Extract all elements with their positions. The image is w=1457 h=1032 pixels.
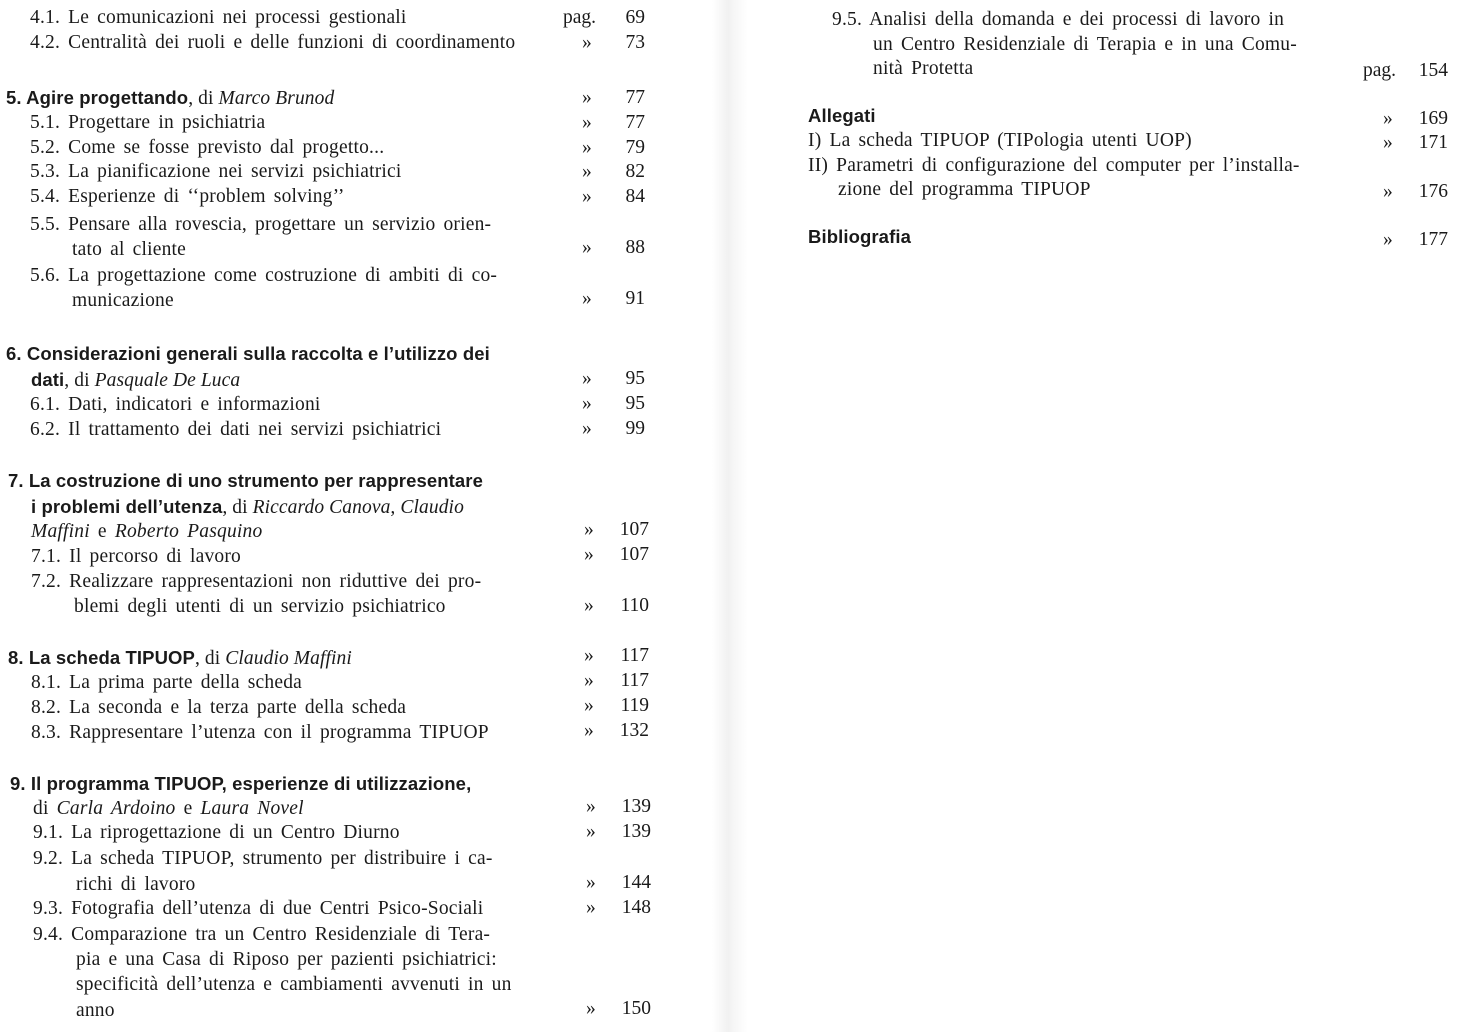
chapter-separator: , di bbox=[64, 370, 95, 391]
ditto-mark: » bbox=[582, 87, 592, 108]
page-number: 77 bbox=[625, 112, 645, 133]
chapter-6-heading: 6. Considerazioni generali sulla raccolta e l’utilizzo dei bbox=[6, 343, 490, 364]
toc-entry-9-2-continuation: richi di lavoro bbox=[76, 874, 196, 895]
ditto-mark: » bbox=[582, 368, 592, 389]
page-number: 77 bbox=[625, 87, 645, 108]
page-number: 132 bbox=[619, 720, 649, 741]
entry-number: 5.6. bbox=[30, 265, 61, 286]
chapter-6-heading-continuation bbox=[31, 367, 240, 392]
toc-entry-5-3 bbox=[30, 159, 401, 184]
ditto-mark: » bbox=[586, 796, 596, 817]
toc-entry-8-1 bbox=[31, 670, 302, 695]
page-number: 73 bbox=[625, 32, 645, 53]
ditto-mark: » bbox=[584, 695, 594, 716]
left-page bbox=[0, 0, 718, 1032]
entry-number: 5.3. bbox=[30, 161, 61, 182]
entry-number: 4.1. bbox=[30, 7, 61, 28]
toc-entry-6-2 bbox=[30, 417, 441, 442]
page-number: 91 bbox=[625, 288, 645, 309]
appendix-number: I) bbox=[808, 130, 822, 151]
chapter-title: 8. La scheda TIPUOP bbox=[8, 647, 195, 668]
toc-entry-7-1 bbox=[31, 544, 241, 569]
page-number: 95 bbox=[625, 393, 645, 414]
toc-entry-7-2-continuation: blemi degli utenti di un servizio psichiatrico bbox=[74, 596, 446, 617]
chapter-7-authors-continuation bbox=[31, 519, 262, 544]
ditto-mark: » bbox=[586, 872, 596, 893]
toc-entry-5-1 bbox=[30, 110, 265, 135]
entry-title: Il trattamento dei dati nei servizi psichiatrici bbox=[68, 419, 442, 440]
page-number: 177 bbox=[1418, 229, 1448, 250]
ditto-mark: » bbox=[582, 186, 592, 207]
ditto-mark: » bbox=[582, 112, 592, 133]
bibliography-heading: Bibliografia bbox=[808, 226, 911, 247]
book-gutter bbox=[712, 0, 748, 1032]
page-number: 69 bbox=[625, 7, 645, 28]
entry-title: Fotografia dell’utenza di due Centri Psico-Sociali bbox=[71, 898, 484, 919]
chapter-title: 5. Agire progettando bbox=[6, 87, 189, 108]
appendix-number: II) bbox=[808, 155, 829, 176]
ditto-mark: » bbox=[582, 418, 592, 439]
page-number: 139 bbox=[621, 796, 651, 817]
toc-entry-4-1 bbox=[30, 5, 407, 30]
toc-entry-5-6 bbox=[30, 263, 497, 288]
ditto-mark: » bbox=[1383, 181, 1393, 202]
toc-entry-7-2 bbox=[31, 569, 481, 594]
page-number: 88 bbox=[625, 237, 645, 258]
entry-title: Realizzare rappresentazioni non riduttive dei pro- bbox=[69, 571, 482, 592]
entry-title: Rappresentare l’utenza con il programma TIPUOP bbox=[69, 722, 489, 743]
appendix-title: Parametri di configurazione del computer per l’installa- bbox=[836, 155, 1300, 176]
chapter-separator: , di bbox=[222, 497, 253, 518]
entry-title: La prima parte della scheda bbox=[69, 672, 303, 693]
page-number: 148 bbox=[621, 897, 651, 918]
ditto-mark: » bbox=[582, 161, 592, 182]
page-number: 84 bbox=[625, 186, 645, 207]
toc-entry-5-4 bbox=[30, 184, 345, 209]
entry-number: 7.1. bbox=[31, 546, 62, 567]
entry-number: 4.2. bbox=[30, 32, 61, 53]
appendix-title: La scheda TIPUOP (TIPologia utenti UOP) bbox=[829, 130, 1192, 151]
toc-entry-6-1 bbox=[30, 392, 321, 417]
page-number: 154 bbox=[1418, 60, 1448, 81]
toc-entry-9-5-continuation: un Centro Residenziale di Terapia e in una Comu- bbox=[873, 34, 1297, 55]
entry-title: La riprogettazione di un Centro Diurno bbox=[71, 822, 400, 843]
ditto-mark: » bbox=[586, 998, 596, 1019]
entry-number: 8.1. bbox=[31, 672, 62, 693]
entry-number: 9.4. bbox=[33, 924, 64, 945]
ditto-mark: » bbox=[582, 288, 592, 309]
entry-number: 9.2. bbox=[33, 848, 64, 869]
ditto-mark: » bbox=[1383, 132, 1393, 153]
chapter-title: dati bbox=[31, 369, 65, 390]
chapter-9-heading: 9. Il programma TIPUOP, esperienze di utilizzazione, bbox=[10, 773, 472, 794]
ditto-mark: » bbox=[1383, 108, 1393, 129]
page-prefix: pag. bbox=[563, 7, 597, 28]
ditto-mark: » bbox=[584, 544, 594, 565]
page-number: 110 bbox=[620, 595, 649, 616]
entry-title: La progettazione come costruzione di ambiti di co- bbox=[68, 265, 498, 286]
page-number: 107 bbox=[619, 544, 649, 565]
appendix-1 bbox=[808, 128, 1192, 153]
entry-number: 6.1. bbox=[30, 394, 61, 415]
chapter-9-authors bbox=[33, 796, 304, 821]
page-number: 119 bbox=[620, 695, 649, 716]
ditto-mark: » bbox=[1383, 229, 1393, 250]
page-number: 99 bbox=[625, 418, 645, 439]
entry-title: Il percorso di lavoro bbox=[69, 546, 241, 567]
toc-entry-5-5 bbox=[30, 212, 491, 237]
toc-entry-9-5-continuation: nità Protetta bbox=[873, 58, 974, 79]
chapter-5-heading bbox=[6, 85, 334, 110]
entry-title: Analisi della domanda e dei processi di lavoro in bbox=[869, 9, 1285, 30]
chapter-author: Marco Brunod bbox=[218, 88, 335, 109]
toc-entry-9-1 bbox=[33, 820, 400, 845]
toc-entry-4-2 bbox=[30, 30, 515, 55]
toc-entry-8-2 bbox=[31, 695, 406, 720]
chapter-8-heading bbox=[8, 645, 352, 670]
chapter-7-heading-continuation bbox=[31, 494, 464, 519]
page-prefix: pag. bbox=[1363, 60, 1397, 81]
chapter-author: Carla Ardoino bbox=[56, 798, 176, 819]
entry-title: La pianificazione nei servizi psichiatrici bbox=[68, 161, 402, 182]
appendices-heading: Allegati bbox=[808, 105, 876, 126]
entry-title: Comparazione tra un Centro Residenziale di Tera- bbox=[71, 924, 491, 945]
entry-number: 6.2. bbox=[30, 419, 61, 440]
chapter-author: Claudio Maffini bbox=[225, 648, 352, 669]
chapter-author: Pasquale De Luca bbox=[94, 370, 241, 391]
page-number: 117 bbox=[620, 645, 649, 666]
appendix-2 bbox=[808, 153, 1300, 178]
toc-entry-9-5 bbox=[832, 7, 1284, 32]
toc-entry-9-3 bbox=[33, 896, 483, 921]
entry-title: Esperienze di ‘‘problem solving’’ bbox=[68, 186, 345, 207]
entry-number: 7.2. bbox=[31, 571, 62, 592]
entry-title: Pensare alla rovescia, progettare un servizio orien- bbox=[68, 214, 492, 235]
entry-title: Le comunicazioni nei processi gestionali bbox=[68, 7, 407, 28]
toc-entry-5-6-continuation: municazione bbox=[72, 290, 174, 311]
chapter-separator: di bbox=[33, 798, 57, 819]
author-conjunction: e bbox=[89, 521, 115, 542]
chapter-author: Riccardo Canova, Claudio bbox=[252, 497, 464, 518]
entry-number: 9.1. bbox=[33, 822, 64, 843]
chapter-title: i problemi dell’utenza bbox=[31, 496, 223, 517]
entry-title: Centralità dei ruoli e delle funzioni di coordinamento bbox=[68, 32, 516, 53]
appendix-2-continuation: zione del programma TIPUOP bbox=[838, 179, 1091, 200]
ditto-mark: » bbox=[582, 237, 592, 258]
page-number: 169 bbox=[1418, 108, 1448, 129]
chapter-separator: , di bbox=[188, 88, 219, 109]
ditto-mark: » bbox=[584, 720, 594, 741]
toc-entry-9-4-continuation: specificità dell’utenza e cambiamenti avvenuti in un bbox=[76, 974, 512, 995]
toc-entry-9-4 bbox=[33, 922, 490, 947]
entry-number: 5.1. bbox=[30, 112, 61, 133]
entry-title: Dati, indicatori e informazioni bbox=[68, 394, 321, 415]
ditto-mark: » bbox=[586, 821, 596, 842]
ditto-mark: » bbox=[584, 670, 594, 691]
entry-number: 9.5. bbox=[832, 9, 863, 30]
page-number: 107 bbox=[619, 519, 649, 540]
ditto-mark: » bbox=[586, 897, 596, 918]
toc-entry-9-4-continuation: anno bbox=[76, 1000, 115, 1021]
ditto-mark: » bbox=[582, 393, 592, 414]
ditto-mark: » bbox=[584, 595, 594, 616]
ditto-mark: » bbox=[582, 32, 592, 53]
entry-title: Come se fosse previsto dal progetto... bbox=[68, 137, 385, 158]
entry-title: La scheda TIPUOP, strumento per distribuire i ca- bbox=[71, 848, 493, 869]
page-number: 79 bbox=[625, 137, 645, 158]
chapter-separator: , di bbox=[194, 648, 226, 669]
toc-entry-9-4-continuation: pia e una Casa di Riposo per pazienti psichiatrici: bbox=[76, 949, 497, 970]
page-number: 117 bbox=[620, 670, 649, 691]
page-number: 82 bbox=[625, 161, 645, 182]
ditto-mark: » bbox=[582, 137, 592, 158]
entry-number: 5.4. bbox=[30, 186, 61, 207]
entry-title: La seconda e la terza parte della scheda bbox=[69, 697, 407, 718]
chapter-author: Maffini bbox=[31, 521, 90, 542]
entry-number: 5.2. bbox=[30, 137, 61, 158]
page-number: 176 bbox=[1418, 181, 1448, 202]
entry-number: 5.5. bbox=[30, 214, 61, 235]
ditto-mark: » bbox=[584, 519, 594, 540]
chapter-author: Roberto Pasquino bbox=[114, 521, 263, 542]
right-page bbox=[748, 0, 1457, 1032]
toc-entry-5-2 bbox=[30, 135, 384, 160]
author-conjunction: e bbox=[175, 798, 201, 819]
entry-number: 9.3. bbox=[33, 898, 64, 919]
entry-number: 8.3. bbox=[31, 722, 62, 743]
page-number: 144 bbox=[621, 872, 651, 893]
chapter-7-heading: 7. La costruzione di uno strumento per rappresentare bbox=[8, 470, 483, 491]
ditto-mark: » bbox=[584, 645, 594, 666]
page-number: 150 bbox=[621, 998, 651, 1019]
toc-entry-9-2 bbox=[33, 846, 493, 871]
page-number: 171 bbox=[1418, 132, 1448, 153]
chapter-author: Laura Novel bbox=[200, 798, 304, 819]
toc-entry-8-3 bbox=[31, 720, 489, 745]
toc-entry-5-5-continuation: tato al cliente bbox=[72, 239, 187, 260]
entry-number: 8.2. bbox=[31, 697, 62, 718]
page-number: 139 bbox=[621, 821, 651, 842]
entry-title: Progettare in psichiatria bbox=[68, 112, 266, 133]
page-number: 95 bbox=[625, 368, 645, 389]
